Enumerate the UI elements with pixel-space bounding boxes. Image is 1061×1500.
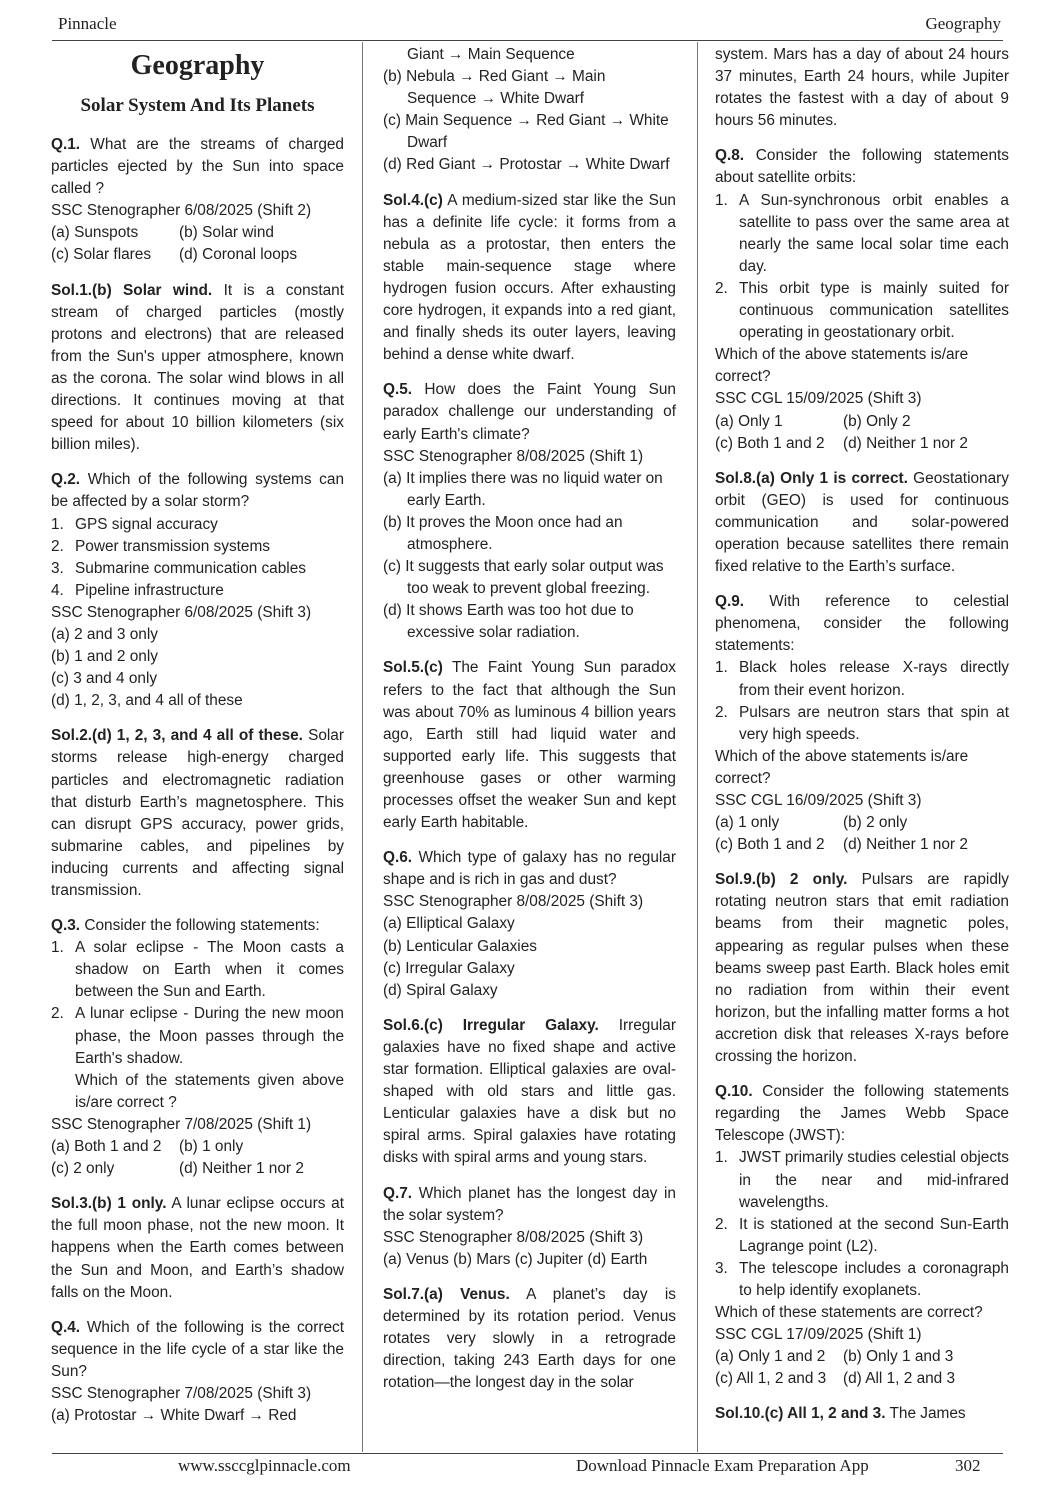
question-4-continued [383,44,676,177]
option-c: (c) 2 only [51,1160,115,1178]
solution-text: A planet’s day is determined by its rotation period. Venus rotates very slowly in a retrograde direction, taking 243 Earth days for one rotation—the longest day in the solar [383,1285,676,1392]
question-7 [383,1183,676,1271]
option-a: (a) Only 1 and 2 [715,1348,826,1366]
exam-reference: SSC Stenographer 7/08/2025 (Shift 1) [51,1115,312,1133]
question-text: Which planet has the longest day in the solar system? [383,1184,676,1224]
solution-head: Sol.10.(c) All 1, 2 and 3. [715,1405,886,1423]
exam-reference: SSC Stenographer 8/08/2025 (Shift 3) [383,893,644,911]
option-d: (d) Neither 1 nor 2 [843,434,968,452]
solution-head: Sol.3.(b) 1 only. [51,1195,167,1213]
option-d: (d) Red Giant → Protostar → White Dwarf [383,156,670,174]
exam-reference: SSC Stenographer 7/08/2025 (Shift 3) [51,1384,312,1402]
question-number: Q.10. [715,1083,753,1101]
solution-head: Sol.7.(a) Venus. [383,1285,510,1303]
option-b: (b) Lenticular Galaxies [383,937,537,955]
option-a: (a) It implies there was no liquid water on early Earth. [383,469,663,509]
question-number: Q.1. [51,136,81,153]
question-number: Q.9. [715,593,745,611]
solution-4 [383,190,676,367]
solution-10 [715,1403,1009,1425]
list-item: 3. Submarine communication cables [51,559,306,577]
question-number: Q.3. [51,917,81,935]
exam-reference: SSC Stenographer 6/08/2025 (Shift 2) [51,202,312,220]
option-c: (c) It suggests that early solar output was too weak to prevent global freezing. [383,558,664,598]
list-item: 2. It is stationed at the second Sun-Earth Lagrange point (L2). [715,1215,1009,1255]
solution-text: It is a constant stream of charged particles (mostly protons and electrons) that are released from the Sun's upper atmosphere, known as the corona. The solar wind blows in all directions. It continues moving at that speed for about 10 billion kilometers (six billion miles). [51,281,344,454]
option-a: (a) Protostar → White Dwarf → Red [51,1407,297,1425]
option-d: (d) Spiral Galaxy [383,981,498,999]
solution-head: Sol.2.(d) 1, 2, 3, and 4 all of these. [51,727,303,745]
option-d: (d) It shows Earth was too hot due to excessive solar radiation. [383,602,634,642]
solution-2 [51,725,344,902]
header-brand: Pinnacle [58,14,117,33]
list-item: 2. A lunar eclipse - During the new moon phase, the Moon passes through the Earth's shadow. [51,1005,344,1067]
exam-reference: SSC CGL 16/09/2025 (Shift 3) [715,792,922,809]
question-text: How does the Faint Young Sun paradox challenge our understanding of early Earth's climate? [383,381,676,443]
option-d: (d) All 1, 2 and 3 [843,1370,956,1388]
footer-app-promo: Download Pinnacle Exam Preparation App [576,1456,869,1475]
list-item: 1. A solar eclipse - The Moon casts a shadow on Earth when it comes between the Sun and Earth. [51,939,344,1001]
solution-7 [383,1284,676,1394]
option-c: (c) 3 and 4 only [51,670,158,688]
option-b: (b) 1 and 2 only [51,648,158,666]
solution-text: Pulsars are rapidly rotating neutron stars that emit radiation beams from their magnetic poles, appearing as regular pulses when these beams sweep past Earth. Black holes emit no radiation from within their event horizon, but the infalling matter forms a hot accretion disk that releases X-rays before crossing the horizon. [715,871,1009,1066]
option-c: (c) All 1, 2 and 3 [715,1370,827,1388]
option-a: (a) Only 1 [715,412,783,430]
option-b: (b) Only 1 and 3 [843,1348,954,1366]
solution-head: Sol.4.(c) [383,191,443,209]
solution-9 [715,869,1009,1068]
option-c: (c) Solar flares [51,246,152,264]
list-item: 1. A Sun-synchronous orbit enables a satellite to pass over the same area at nearly the same local solar time each day. [715,191,1009,275]
option-d: (d) Neither 1 nor 2 [843,836,968,854]
header-subject: Geography [925,14,1001,33]
solution-text: Geostationary orbit (GEO) is used for continuous communication and solar-powered operation because satellites there remain fixed relative to the Earth’s surface. [715,469,1009,576]
solution-head: Sol.1.(b) Solar wind. [51,281,213,299]
question-text: Which type of galaxy has no regular shape and is rich in gas and dust? [383,849,676,889]
question-text: Consider the following statements about satellite orbits: [715,147,1009,187]
exam-reference: SSC CGL 15/09/2025 (Shift 3) [715,390,922,408]
exam-reference: SSC Stenographer 8/08/2025 (Shift 1) [383,447,644,465]
option-b: (b) It proves the Moon once had an atmosphere. [383,513,623,553]
option-b: (b) Nebula → Red Giant → Main Sequence → White Dwarf [383,68,606,108]
question-number: Q.6. [383,849,413,867]
section-title: Solar System And Its Planets [80,95,315,116]
option-c: (c) Both 1 and 2 [715,836,825,854]
question-text: Which of the following systems can be affected by a solar storm? [51,471,345,511]
solution-head: Sol.8.(a) Only 1 is correct. [715,469,908,487]
question-ask: Which of the statements given above is/are correct ? [75,1071,344,1111]
list-item: 1. GPS signal accuracy [51,515,218,533]
question-text: With reference to celestial phenomena, consider the following statements: [715,593,1009,655]
solution-text: Irregular galaxies have no fixed shape and active star formation. Elliptical galaxies are oval-shaped with old stars and little gas. Lenticular galaxies have a disk but no spiral arms. Spiral galaxies have rotating disks with spiral arms and young stars. [383,1016,676,1167]
solution-text: system. Mars has a day of about 24 hours 37 minutes, Earth 24 hours, while Jupiter rotates the fastest with a day of about 9 hours 56 minutes. [715,46,1009,130]
solution-text: A lunar eclipse occurs at the full moon phase, not the new moon. It happens when the Earth comes between the Sun and Moon, and Earth’s shadow falls on the Moon. [51,1195,344,1301]
solution-text: A medium-sized star like the Sun has a definite life cycle: it forms from a nebula as a protostar, then enters the stable main-sequence stage where hydrogen fusion occurs. After exhausting core hydrogen, it expands into a red giant, and finally sheds its outer layers, leaving behind a dense white dwarf. [383,191,676,364]
question-number: Q.4. [51,1318,81,1336]
question-number: Q.2. [51,471,81,489]
option-d: (d) Neither 1 nor 2 [179,1160,304,1178]
solution-8 [715,468,1009,578]
footer-divider [52,1453,1003,1454]
exam-reference: SSC Stenographer 8/08/2025 (Shift 3) [383,1228,644,1246]
list-item: 2. Power transmission systems [51,537,270,555]
column-divider-2 [697,42,698,1452]
solution-text: The Faint Young Sun paradox refers to the fact that although the Sun was about 70% as luminous 4 billion years ago, Earth still had liquid water and supported early life. This suggests that greenhouse gases or other warming processes offset the weaker Sun and kept early Earth habitable. [383,659,676,832]
question-ask: Which of the above statements is/are correct? [715,747,969,787]
question-ask: Which of the above statements is/are correct? [715,346,969,386]
question-9 [715,591,1009,856]
solution-7-continued [715,44,1009,132]
question-text: Consider the following statements regarding the James Webb Space Telescope (JWST): [715,1083,1009,1145]
option-a: (a) Elliptical Galaxy [383,915,515,933]
solution-head: Sol.9.(b) 2 only. [715,871,848,889]
list-item: 3. The telescope includes a coronagraph to help identify exoplanets. [715,1259,1009,1299]
column-3 [715,44,1009,1439]
solution-3 [51,1193,344,1303]
question-1 [51,134,344,267]
option-b: (b) Only 2 [843,412,911,430]
column-1 [51,44,344,1440]
question-text: Which of the following is the correct sequence in the life cycle of a star like the Sun? [51,1318,344,1380]
list-item: 1. Black holes release X-rays directly from their event horizon. [715,659,1009,699]
question-2 [51,469,344,712]
option-a: (a) Sunspots [51,224,139,242]
question-10 [715,1081,1009,1390]
question-4 [51,1317,344,1427]
option-c: (c) Main Sequence → Red Giant → White Dwarf [383,112,669,152]
solution-head: Sol.5.(c) [383,659,443,677]
solution-text: The James [889,1405,966,1423]
option-b: (b) Solar wind [179,224,274,242]
solution-1 [51,280,344,457]
question-ask: Which of these statements are correct? [715,1304,983,1322]
option-d: (d) Coronal loops [179,246,298,264]
solution-5 [383,657,676,834]
options: (a) Venus (b) Mars (c) Jupiter (d) Earth [383,1250,648,1268]
option-d: (d) 1, 2, 3, and 4 all of these [51,692,243,710]
option-a: (a) 2 and 3 only [51,625,158,643]
solution-head: Sol.6.(c) Irregular Galaxy. [383,1016,599,1034]
exam-reference: SSC Stenographer 6/08/2025 (Shift 3) [51,603,312,621]
option-a-continued: Giant → Main Sequence [407,46,575,63]
solution-6 [383,1015,676,1170]
list-item: 2. This orbit type is mainly suited for continuous communication satellites operating in geostationary orbit. [715,279,1009,342]
question-number: Q.5. [383,381,413,399]
option-a: (a) Both 1 and 2 [51,1138,162,1156]
page-number: 302 [955,1456,981,1475]
question-5 [383,379,676,644]
solution-text: Solar storms release high-energy charged particles and electromagnetic radiation that disturb Earth’s magnetosphere. This can disrupt GPS accuracy, power grids, submarine cables, and pipelines by inducing currents and affecting signal transmission. [51,727,344,899]
question-text: What are the streams of charged particles ejected by the Sun into space called ? [51,136,344,198]
list-item: 2. Pulsars are neutron stars that spin at very high speeds. [715,703,1009,743]
exam-reference: SSC CGL 17/09/2025 (Shift 1) [715,1326,922,1344]
column-divider-1 [362,42,363,1452]
column-2 [383,44,676,1407]
option-b: (b) 2 only [843,814,908,832]
option-a: (a) 1 only [715,814,780,832]
footer-website: www.ssccglpinnacle.com [178,1456,351,1475]
question-text: Consider the following statements: [84,917,320,935]
header-divider [52,40,1003,41]
option-c: (c) Both 1 and 2 [715,434,825,452]
question-3 [51,915,344,1180]
list-item: 1. JWST primarily studies celestial objects in the near and mid-infrared wavelengths. [715,1149,1009,1211]
page-title: Geography [130,50,265,81]
option-b: (b) 1 only [179,1138,244,1156]
question-number: Q.7. [383,1184,413,1202]
question-8 [715,145,1009,454]
list-item: 4. Pipeline infrastructure [51,581,224,599]
question-6 [383,847,676,1002]
question-number: Q.8. [715,147,745,165]
option-c: (c) Irregular Galaxy [383,959,515,977]
